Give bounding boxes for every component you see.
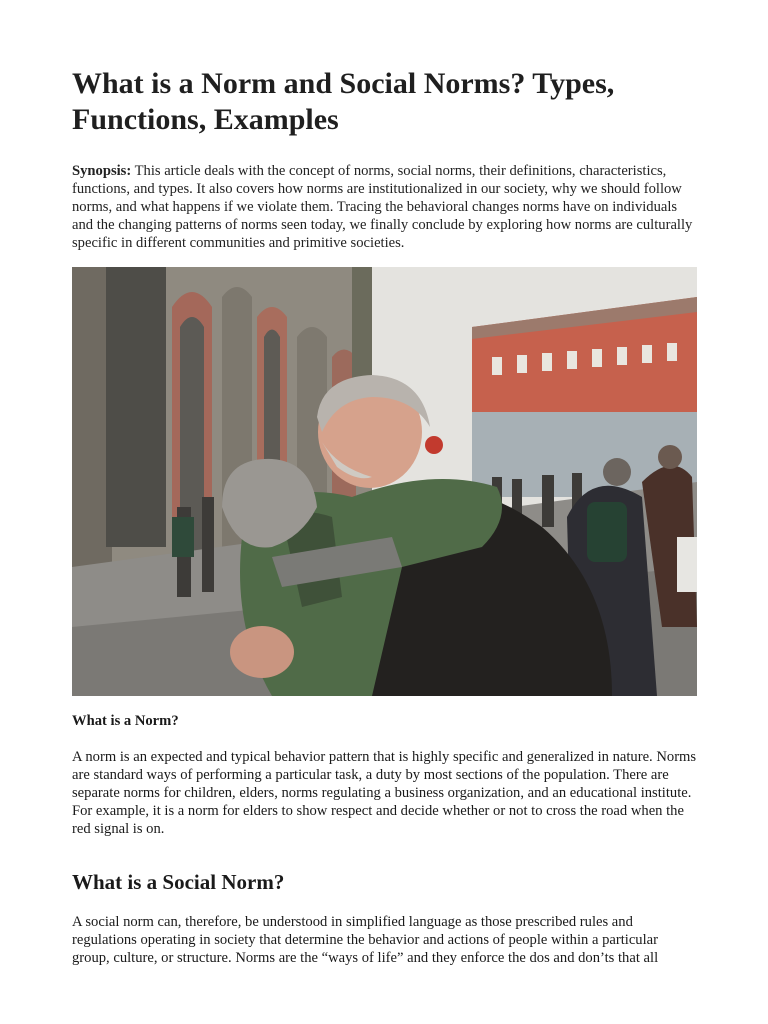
article-title: What is a Norm and Social Norms? Types, Functions, Examples (72, 67, 615, 136)
synopsis-label: Synopsis: (72, 163, 132, 179)
heading-what-is-a-social-norm: What is a Social Norm? (72, 870, 285, 894)
norm-definition-paragraph: A norm is an expected and typical behavior pattern that is highly specific and generalized in nature. Norms are standard ways of performing a particular task, a duty by most sections of the population. There are separate norms for children, elders, norms regulating a business organization, and an educational institute. For example, it is a norm for elders to show respect and decide whether or not to cross the road when the red signal is on. (72, 749, 697, 837)
heading-what-is-a-norm: What is a Norm? (72, 713, 179, 729)
social-norm-paragraph: A social norm can, therefore, be understood in simplified language as those prescribed rules and regulations operating in society that determine the behavior and actions of people within a particular group, culture, or structure. Norms are the “ways of life” and they enforce the dos and don’ts that all (72, 914, 659, 966)
synopsis-paragraph (72, 162, 697, 252)
synopsis-text: This article deals with the concept of norms, social norms, their definitions, characteristics, functions, and types. It also covers how norms are institutionalized in our society, why we should follow norms, and what happens if we violate them. Tracing the behavioral changes norms have on individuals and the changing patterns of norms seen today, we finally conclude by exploring how norms are culturally specific in different communities and primitive societies. (72, 163, 693, 251)
article-photo (72, 267, 697, 696)
